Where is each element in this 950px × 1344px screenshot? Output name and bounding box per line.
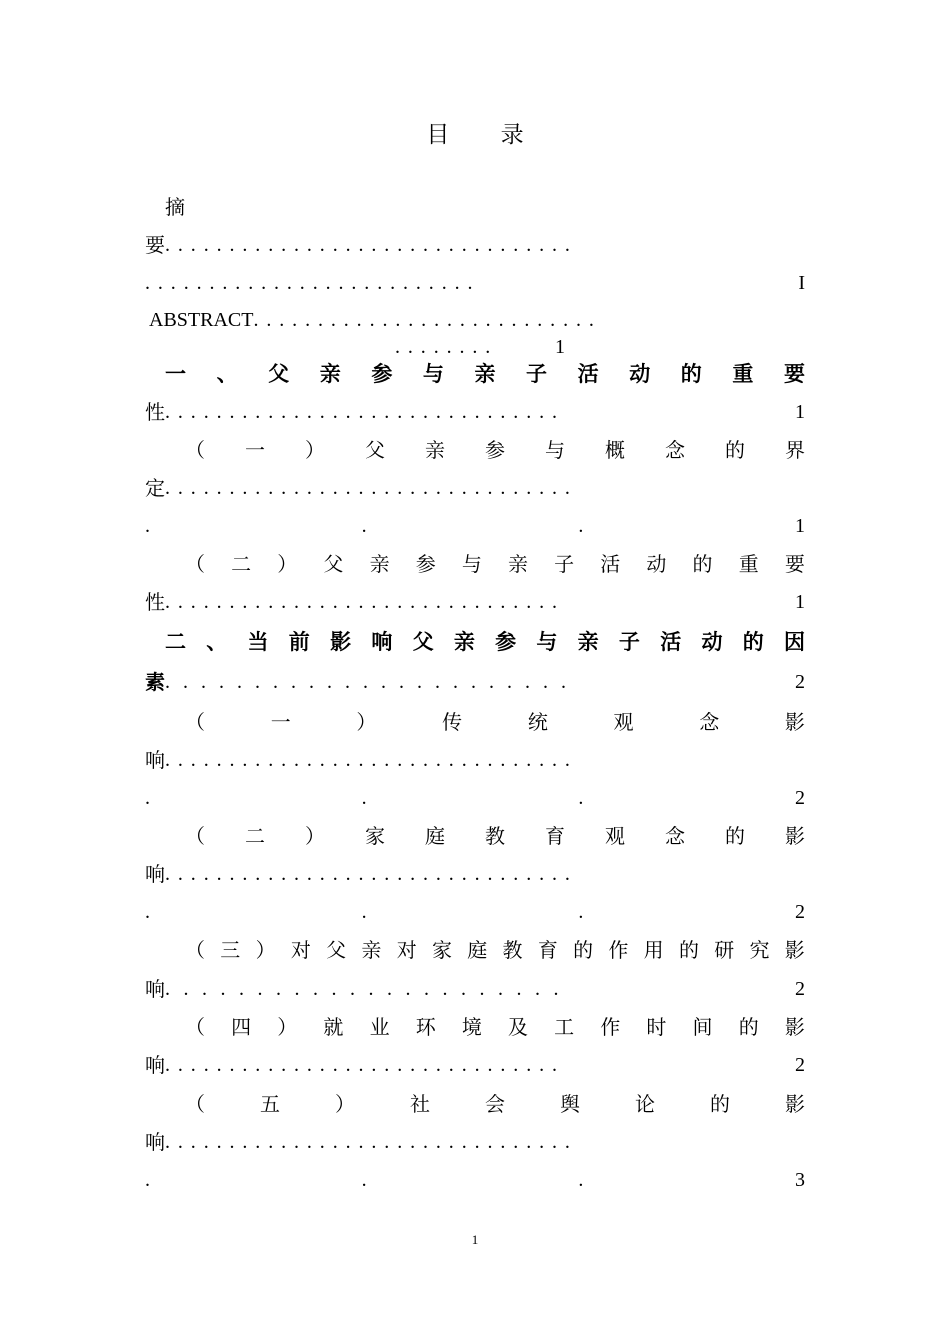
- toc-heading-2: [165, 627, 805, 657]
- toc-subheading-2-5: [185, 1089, 805, 1119]
- toc-char: 四: [231, 1015, 252, 1039]
- toc-char: 观: [605, 824, 625, 848]
- toc-char: 社: [410, 1092, 430, 1116]
- toc-char: 与: [536, 630, 558, 654]
- toc-char: 及: [507, 1015, 528, 1039]
- toc-char: 工: [554, 1015, 575, 1039]
- toc-subheading-2-2-cont: 响 ................................: [145, 859, 805, 889]
- toc-char: 的: [680, 362, 702, 386]
- toc-char: ）: [356, 710, 377, 734]
- toc-char: 亲: [361, 938, 382, 962]
- toc-char: 父: [323, 552, 344, 576]
- dot-leader: ......................: [165, 978, 572, 1000]
- toc-subheading-1-1-cont: 定 ................................: [145, 473, 805, 503]
- toc-char: 影: [784, 938, 805, 962]
- toc-char: 因: [783, 630, 805, 654]
- dot-leader: ..........................: [145, 272, 481, 294]
- dot-leader: ...............................: [165, 591, 565, 613]
- toc-char: 参: [371, 362, 393, 386]
- toc-char: 庭: [425, 824, 445, 848]
- toc-subheading-2-5-page: [145, 1165, 805, 1195]
- toc-char: 研: [714, 938, 735, 962]
- toc-char: 父: [365, 438, 385, 462]
- toc-char: 参: [485, 438, 505, 462]
- toc-char: 二: [245, 824, 265, 848]
- page-ref: 2: [794, 901, 805, 923]
- page-ref: 2: [795, 978, 805, 1000]
- toc-char: 前: [288, 630, 310, 654]
- toc-char: 要: [784, 552, 805, 576]
- toc-char: 究: [749, 938, 770, 962]
- toc-char: 动: [646, 552, 667, 576]
- toc-subheading-1-2: [185, 549, 805, 579]
- toc-char: 对: [290, 938, 311, 962]
- toc-char: 家: [431, 938, 452, 962]
- toc-char: 三: [220, 938, 241, 962]
- page-number: 1: [471, 1232, 479, 1247]
- page-ref: 1: [795, 591, 805, 613]
- page-ref: I: [798, 272, 805, 294]
- toc-char: 活: [660, 630, 682, 654]
- toc-char: 当: [247, 630, 269, 654]
- toc-char: 业: [369, 1015, 390, 1039]
- toc-char: ）: [277, 1015, 298, 1039]
- toc-entry-abstract-cn-part2: 要 ................................: [145, 230, 805, 260]
- toc-char: ）: [255, 938, 276, 962]
- toc-subheading-2-3-cont: 响 ...................... 2: [145, 974, 805, 1004]
- toc-char: .: [145, 901, 150, 923]
- toc-char: 作: [608, 938, 629, 962]
- toc-char: 二: [165, 630, 186, 654]
- toc-char: .: [578, 901, 584, 923]
- toc-char: 就: [323, 1015, 344, 1039]
- toc-char: 影: [785, 824, 805, 848]
- toc-char: 与: [545, 438, 565, 462]
- toc-char: 的: [725, 438, 745, 462]
- toc-char: 亲: [369, 552, 390, 576]
- toc-char: （: [185, 824, 205, 848]
- toc-char: .: [578, 515, 584, 537]
- toc-char: 子: [526, 362, 548, 386]
- page-ref: 1: [795, 401, 805, 423]
- toc-char: 庭: [467, 938, 488, 962]
- toc-char: .: [145, 515, 150, 537]
- dot-leader: ................................: [165, 863, 578, 885]
- toc-char: 动: [629, 362, 651, 386]
- page-ref: 1: [555, 336, 565, 358]
- toc-char: .: [361, 1169, 367, 1191]
- toc-char: 、: [206, 630, 228, 654]
- toc-char: 影: [330, 630, 352, 654]
- toc-char: 念: [699, 710, 720, 734]
- toc-char: 亲: [474, 362, 496, 386]
- toc-subheading-2-3: [185, 935, 805, 965]
- toc-char: 观: [613, 710, 634, 734]
- toc-char: .: [361, 901, 367, 923]
- toc-subheading-2-1: [185, 707, 805, 737]
- page-ref: 2: [794, 787, 805, 809]
- toc-char: 要: [783, 362, 805, 386]
- toc-entry-abstract-en-page: [395, 332, 565, 362]
- toc-char: （: [185, 938, 205, 962]
- toc-char: 子: [618, 630, 640, 654]
- toc-char: ）: [305, 438, 325, 462]
- dot-leader: ...........................: [253, 309, 602, 331]
- toc-char: 教: [502, 938, 523, 962]
- toc-char: （: [185, 1015, 205, 1039]
- dot-leader: ................................: [165, 477, 578, 499]
- toc-heading-1-cont: 性 ............................... 1: [145, 397, 805, 427]
- toc-title: 目 录: [426, 122, 546, 148]
- toc-char: 的: [573, 938, 594, 962]
- toc-char: 参: [495, 630, 517, 654]
- dot-leader: ...............................: [165, 1054, 565, 1076]
- toc-char: .: [145, 1169, 150, 1191]
- toc-char: 活: [577, 362, 599, 386]
- toc-char: 二: [231, 552, 252, 576]
- toc-subheading-2-2: [185, 821, 805, 851]
- toc-char: 概: [605, 438, 625, 462]
- toc-char: 一: [165, 362, 186, 386]
- toc-subheading-2-2-page: [145, 897, 805, 927]
- toc-char: 活: [600, 552, 621, 576]
- toc-char: 重: [738, 552, 759, 576]
- toc-char: 念: [665, 824, 685, 848]
- toc-char: 参: [415, 552, 436, 576]
- toc-char: 父: [412, 630, 434, 654]
- toc-char: 响: [371, 630, 393, 654]
- toc-entry-abstract-cn-part1: 摘: [165, 195, 185, 219]
- toc-subheading-2-4-cont: 响 ............................... 2: [145, 1050, 805, 1080]
- dot-leader: ................................: [165, 234, 578, 256]
- toc-char: 影: [785, 1092, 805, 1116]
- toc-char: 对: [396, 938, 417, 962]
- toc-char: 间: [692, 1015, 713, 1039]
- toc-char: .: [361, 787, 367, 809]
- toc-char: 论: [635, 1092, 655, 1116]
- toc-char: 作: [600, 1015, 621, 1039]
- toc-char: （: [185, 552, 205, 576]
- toc-char: 与: [461, 552, 482, 576]
- page-ref: 2: [795, 671, 805, 693]
- toc-char: 育: [545, 824, 565, 848]
- toc-char: 一: [245, 438, 265, 462]
- toc-char: 环: [415, 1015, 436, 1039]
- toc-char: 、: [216, 362, 238, 386]
- toc-subheading-2-5-cont: 响 ................................: [145, 1127, 805, 1157]
- toc-char: 重: [732, 362, 754, 386]
- toc-char: 亲: [453, 630, 475, 654]
- toc-char: 子: [554, 552, 575, 576]
- toc-char: 的: [725, 824, 745, 848]
- toc-char: 会: [485, 1092, 505, 1116]
- dot-leader: ........: [395, 336, 499, 358]
- toc-char: 的: [710, 1092, 730, 1116]
- toc-subheading-2-4: [185, 1012, 805, 1042]
- toc-char: 的: [678, 938, 699, 962]
- page-ref: 1: [794, 515, 805, 537]
- toc-subheading-1-1-page: [145, 511, 805, 541]
- toc-char: 用: [643, 938, 664, 962]
- toc-char: 家: [365, 824, 385, 848]
- toc-char: 动: [701, 630, 723, 654]
- toc-char: .: [361, 515, 367, 537]
- toc-subheading-1-1: [185, 435, 805, 465]
- dot-leader: ...............................: [165, 401, 565, 423]
- toc-char: （: [185, 438, 205, 462]
- toc-char: （: [185, 710, 205, 734]
- toc-char: ）: [277, 552, 298, 576]
- toc-char: 传: [442, 710, 463, 734]
- toc-char: 的: [738, 1015, 759, 1039]
- toc-char: （: [185, 1092, 205, 1116]
- toc-char: 的: [692, 552, 713, 576]
- toc-char: 影: [784, 710, 805, 734]
- toc-char: .: [578, 787, 584, 809]
- toc-subheading-2-1-page: [145, 783, 805, 813]
- toc-heading-2-cont: 素 ....................... 2: [145, 667, 805, 697]
- toc-char: 与: [422, 362, 444, 386]
- dot-leader: ................................: [165, 749, 578, 771]
- toc-char: 育: [537, 938, 558, 962]
- toc-char: 时: [646, 1015, 667, 1039]
- toc-char: 界: [785, 438, 805, 462]
- toc-char: 亲: [319, 362, 341, 386]
- toc-char: 教: [485, 824, 505, 848]
- toc-char: 五: [260, 1092, 280, 1116]
- toc-char: .: [578, 1169, 584, 1191]
- toc-char: 念: [665, 438, 685, 462]
- toc-char: ）: [335, 1092, 355, 1116]
- toc-subheading-1-2-cont: 性 ............................... 1: [145, 587, 805, 617]
- toc-heading-1: [165, 359, 805, 389]
- toc-subheading-2-1-cont: 响 ................................: [145, 745, 805, 775]
- dot-leader: .......................: [165, 671, 579, 693]
- toc-char: 统: [527, 710, 548, 734]
- dot-leader: ................................: [165, 1131, 578, 1153]
- toc-char: 亲: [507, 552, 528, 576]
- page-ref: 2: [795, 1054, 805, 1076]
- toc-entry-abstract-en: ABSTRACT ...........................: [145, 305, 805, 335]
- toc-char: .: [145, 787, 150, 809]
- toc-char: 父: [268, 362, 290, 386]
- toc-char: 境: [461, 1015, 482, 1039]
- toc-char: ）: [305, 824, 325, 848]
- page-ref: 3: [794, 1169, 805, 1191]
- toc-char: 亲: [577, 630, 599, 654]
- toc-char: 父: [326, 938, 347, 962]
- toc-char: 的: [742, 630, 764, 654]
- toc-char: 亲: [425, 438, 445, 462]
- toc-char: 影: [784, 1015, 805, 1039]
- toc-char: 一: [270, 710, 291, 734]
- toc-char: 舆: [560, 1092, 580, 1116]
- toc-entry-abstract-cn-part3: [145, 268, 805, 298]
